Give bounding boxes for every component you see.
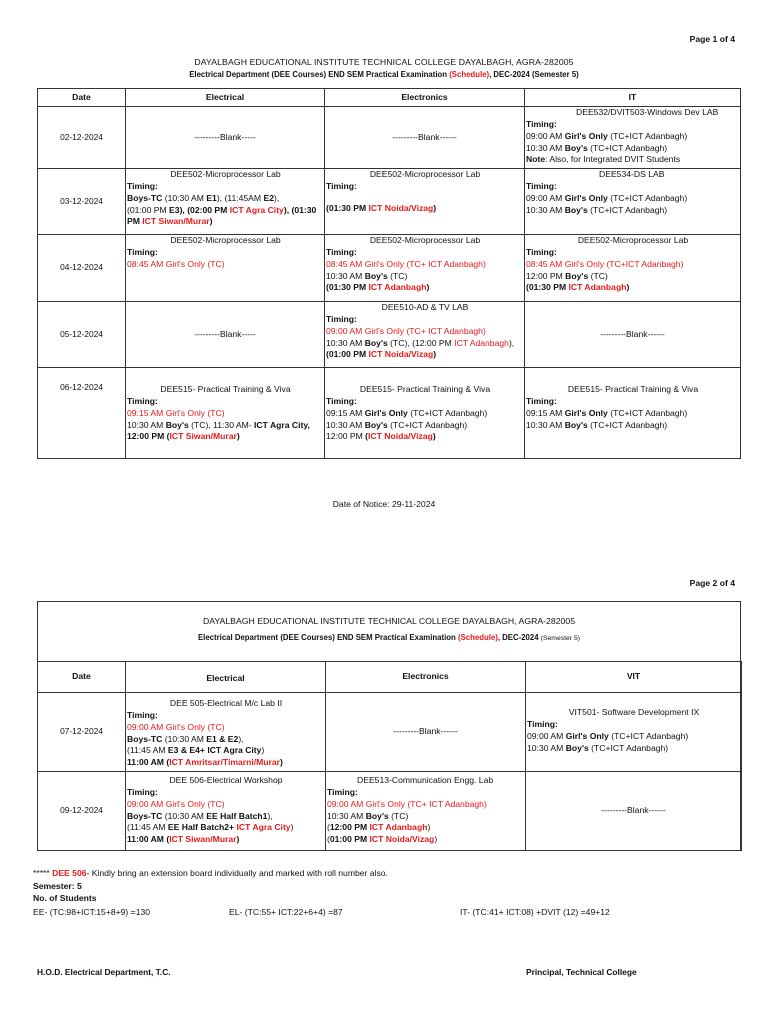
course-name: DEE515- Practical Training & Viva xyxy=(160,384,291,394)
slot-line: 08:45 AM Girl's Only (TC+ICT Adanbagh) xyxy=(526,258,684,269)
electronics-cell xyxy=(326,772,526,851)
blank-cell: ---------Blank------ xyxy=(526,772,742,851)
course-name: DEE510-AD & TV LAB xyxy=(381,302,469,312)
schedule-block-2 xyxy=(37,601,741,851)
slot-line: 11:00 AM (ICT Siwan/Murar) xyxy=(127,834,240,845)
title-text: Electrical Department (DEE Courses) END SEM Practical Examination xyxy=(189,70,450,79)
course-name: DEE502-Microprocessor Lab xyxy=(577,235,689,245)
timing-label: Timing: xyxy=(327,786,358,797)
slot-line: 10:30 AM Boy's (TC) xyxy=(327,810,409,821)
table-row xyxy=(38,693,742,772)
row-date: 07-12-2024 xyxy=(38,693,126,772)
course-name: DEE532/DVIT503-Windows Dev LAB xyxy=(576,107,719,117)
timing-label: Timing: xyxy=(526,180,557,191)
table-row xyxy=(38,169,741,235)
title-semester: , DEC-2024 (Semester 5) xyxy=(489,70,579,79)
row-date: 04-12-2024 xyxy=(38,235,126,302)
it-cell xyxy=(525,368,741,459)
slot-line: 10:30 AM Boy's (TC+ICT Adanbagh) xyxy=(326,419,468,430)
it-cell xyxy=(525,169,741,235)
ee-student-count: EE- (TC:98+ICT:15+8+9) =130 xyxy=(33,907,151,917)
slot-line: (01:30 PM ICT Noida/Vizag) xyxy=(326,202,437,213)
title-schedule: (Schedule) xyxy=(457,633,498,642)
slot-line: 10:30 AM Boy's (TC+ICT Adanbagh) xyxy=(526,142,668,153)
slot-line: 09:00 AM Girl's Only (TC) xyxy=(127,798,225,809)
course-name: VIT501- Software Development IX xyxy=(568,707,700,717)
it-cell xyxy=(525,235,741,302)
timing-label: Timing: xyxy=(526,395,557,406)
notice-date: Date of Notice: 29-11-2024 xyxy=(332,499,436,509)
page-number: Page 2 of 4 xyxy=(689,578,735,588)
row-date: 06-12-2024 xyxy=(38,368,126,459)
slot-line: 09:15 AM Girl's Only (TC+ICT Adanbagh) xyxy=(326,407,488,418)
exam-title xyxy=(38,633,740,644)
slot-line: Boys-TC (10:30 AM E1), (11:45AM E2), xyxy=(127,192,280,203)
timing-label: Timing: xyxy=(127,180,158,191)
slot-line: 10:30 AM Boy's (TC+ICT Adanbagh) xyxy=(527,742,669,753)
it-student-count: IT- (TC:41+ ICT:08) +DVIT (12) =49+12 xyxy=(460,907,610,917)
electronics-cell xyxy=(325,169,525,235)
electrical-cell xyxy=(126,693,326,772)
blank-cell: ---------Blank----- xyxy=(126,107,325,169)
document-header xyxy=(0,56,768,81)
electrical-cell xyxy=(126,368,325,459)
electronics-cell xyxy=(325,302,525,368)
course-name: DEE515- Practical Training & Viva xyxy=(359,384,491,394)
slot-line: 10:30 AM Boy's (TC) xyxy=(326,270,408,281)
row-date: 05-12-2024 xyxy=(38,302,126,368)
slot-line: 09:00 AM Girl's Only (TC+ICT Adanbagh) xyxy=(527,730,689,741)
slot-line: 09:00 AM Girl's Only (TC+ICT Adanbagh) xyxy=(526,130,688,141)
timing-label: Timing: xyxy=(127,709,158,720)
institute-name: DAYALBAGH EDUCATIONAL INSTITUTE TECHNICAL COLLEGE DAYALBAGH, AGRA-282005 xyxy=(194,57,574,67)
slot-line: 09:00 AM Girl's Only (TC+ ICT Adanbagh) xyxy=(327,798,487,809)
course-name: DEE502-Microprocessor Lab xyxy=(170,235,281,245)
row-date: 02-12-2024 xyxy=(38,107,126,169)
slot-line: (11:45 AM E3 & E4+ ICT Agra City) xyxy=(127,745,265,756)
table-header-row xyxy=(38,662,742,693)
electronics-cell xyxy=(325,368,525,459)
timing-label: Timing: xyxy=(527,718,558,729)
slot-line: 12:00 PM Boy's (TC) xyxy=(526,270,608,281)
slot-line: 08:45 AM Girl's Only (TC+ ICT Adanbagh) xyxy=(326,258,486,269)
electrical-cell xyxy=(126,772,326,851)
vit-cell xyxy=(526,693,742,772)
timing-label: Timing: xyxy=(326,246,357,257)
slot-line: 09:15 AM Girl's Only (TC) xyxy=(127,407,225,418)
slot-line: (01:30 PM ICT Adanbagh) xyxy=(526,282,630,293)
blank-cell: ---------Blank----- xyxy=(126,302,325,368)
hod-signature-label: H.O.D. Electrical Department, T.C. xyxy=(37,967,171,977)
schedule-table-2 xyxy=(37,661,742,851)
el-student-count: EL- (TC:55+ ICT:22+6+4) =87 xyxy=(229,907,343,917)
slot-line: 09:15 AM Girl's Only (TC+ICT Adanbagh) xyxy=(526,407,688,418)
slot-line: (01:00 PM ICT Noida/Vizag) xyxy=(326,349,437,360)
page-number: Page 1 of 4 xyxy=(689,34,735,44)
col-header-electrical: Electrical xyxy=(126,662,326,693)
course-name: DEE513-Communication Engg. Lab xyxy=(357,775,494,785)
exam-title xyxy=(0,70,768,81)
slot-line: Boys-TC (10:30 AM EE Half Batch1), xyxy=(127,810,273,821)
course-name: DEE 505-Electrical M/c Lab II xyxy=(169,698,283,708)
blank-cell: ---------Blank------ xyxy=(525,302,741,368)
footnote: ***** DEE 506- Kindly bring an extension board individually and marked with roll number also. xyxy=(33,868,388,878)
slot-line: 10:30 AM Boy's (TC+ICT Adanbagh) xyxy=(526,419,668,430)
course-name: DEE502-Microprocessor Lab xyxy=(369,169,481,179)
slot-line: 09:00 AM Girl's Only (TC) xyxy=(127,721,225,732)
title-semester: (Semester 5) xyxy=(540,635,581,642)
col-header-vit: VIT xyxy=(526,662,742,693)
slot-line: Boys-TC (10:30 AM E1 & E2), xyxy=(127,733,244,744)
timing-label: Timing: xyxy=(127,786,158,797)
col-header-electrical: Electrical xyxy=(126,89,325,107)
slot-line: 11:00 AM (ICT Amritsar/Timarni/Murar) xyxy=(127,757,283,768)
schedule-table-1 xyxy=(37,88,741,459)
blank-cell: ---------Blank------ xyxy=(326,693,526,772)
electrical-cell xyxy=(126,235,325,302)
col-header-electronics: Electronics xyxy=(325,89,525,107)
blank-cell: ---------Blank------ xyxy=(325,107,525,169)
slot-line: 12:00 PM (ICT Siwan/Murar) xyxy=(127,431,240,442)
timing-label: Timing: xyxy=(127,246,158,257)
note-line: Note: Also, for Integrated DVIT Students xyxy=(526,154,681,165)
title-schedule: (Schedule) xyxy=(449,70,490,79)
semester-line: Semester: 5 xyxy=(33,881,82,891)
course-name: DEE515- Practical Training & Viva xyxy=(567,384,699,394)
electronics-cell xyxy=(325,235,525,302)
slot-line: 10:30 AM Boy's (TC+ICT Adanbagh) xyxy=(526,204,668,215)
slot-line: 10:30 AM Boy's (TC), (12:00 PM ICT Adanbagh), xyxy=(326,337,515,348)
title-text: Electrical Department (DEE Courses) END SEM Practical Examination xyxy=(197,633,458,642)
row-date: 03-12-2024 xyxy=(38,169,126,235)
slot-line: (01:30 PM ICT Adanbagh) xyxy=(326,282,430,293)
course-name: DEE534-DS LAB xyxy=(599,169,665,179)
slot-line: (01:00 PM E3), (02:00 PM ICT Agra City), (01:30 PM ICT Siwan/Murar) xyxy=(127,204,317,227)
slot-line: 12:00 PM (ICT Noida/Vizag) xyxy=(326,431,436,442)
slot-line: 09:00 AM Girl's Only (TC+ICT Adanbagh) xyxy=(526,192,688,203)
col-header-electronics: Electronics xyxy=(326,662,526,693)
institute-name: DAYALBAGH EDUCATIONAL INSTITUTE TECHNICAL COLLEGE DAYALBAGH, AGRA-282005 xyxy=(202,616,576,626)
slot-line: 10:30 AM Boy's (TC), 11:30 AM- ICT Agra City, xyxy=(127,419,310,430)
col-header-date: Date xyxy=(38,89,126,107)
slot-line: (01:00 PM ICT Noida/Vizag) xyxy=(327,834,438,845)
timing-label: Timing: xyxy=(526,118,557,129)
document-header xyxy=(38,602,740,662)
table-row xyxy=(38,368,741,459)
slot-line: 08:45 AM Girl's Only (TC) xyxy=(127,258,225,269)
table-header-row xyxy=(38,89,741,107)
timing-label: Timing: xyxy=(526,246,557,257)
it-cell xyxy=(525,107,741,169)
table-row xyxy=(38,235,741,302)
table-row xyxy=(38,302,741,368)
timing-label: Timing: xyxy=(127,395,158,406)
principal-signature-label: Principal, Technical College xyxy=(526,967,637,977)
slot-line: (12:00 PM ICT Adanbagh) xyxy=(327,822,431,833)
timing-label: Timing: xyxy=(326,313,357,324)
title-date: , DEC-2024 xyxy=(497,633,541,642)
electrical-cell xyxy=(126,169,325,235)
timing-label: Timing: xyxy=(326,395,357,406)
row-date: 09-12-2024 xyxy=(38,772,126,851)
timing-label: Timing: xyxy=(326,180,357,191)
students-label: No. of Students xyxy=(33,893,97,903)
slot-line: (11:45 AM EE Half Batch2+ ICT Agra City) xyxy=(127,822,294,833)
course-name: DEE502-Microprocessor Lab xyxy=(170,169,281,179)
course-name: DEE 506-Electrical Workshop xyxy=(169,775,283,785)
col-header-it: IT xyxy=(525,89,741,107)
slot-line: 09:00 AM Girl's Only (TC+ ICT Adanbagh) xyxy=(326,325,486,336)
col-header-date: Date xyxy=(38,662,126,693)
course-name: DEE502-Microprocessor Lab xyxy=(369,235,481,245)
table-row xyxy=(38,772,742,851)
table-row xyxy=(38,107,741,169)
